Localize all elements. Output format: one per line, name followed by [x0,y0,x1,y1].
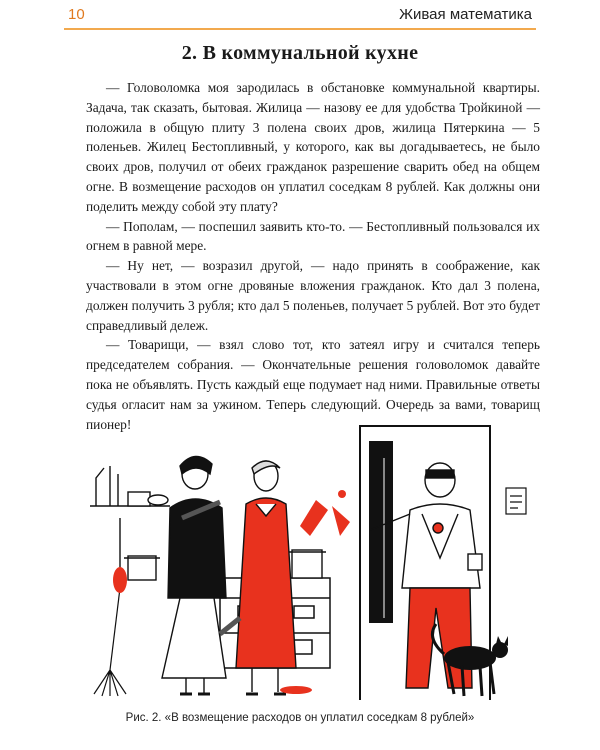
chapter-title: 2. В коммунальной кухне [181,42,419,64]
book-title: Живая математика [399,6,532,23]
red-ladle [113,518,127,593]
paragraph: — Ну нет, — возразил другой, — надо принять в соображение, как участвовали в этом огне дровяные вложения гражданок. Кто дал 3 полена, должен получить 3 рубля; кто дал 5 поленьев, получает 5 рублей. Вот это будет справедливый дележ. [86,258,540,333]
woman-in-jacket [162,456,226,694]
paragraph: — Головоломка моя зародилась в обстановке коммунальной квартиры. Задача, так сказать, бытовая. Жилица — назову ее для удобства Тройкиной — положила в общую плиту 3 полена своих дров, жилица Пятеркина — 5 поленьев. Жилец Бестопливный, у которого, как вы догадываетесь, не было своих дров, получил от обеих гражданок разрешение сварить обед на общем огне. В возмещение расходов он уплатил соседкам 8 рублей. Как должны они поделить между собой эту плату? [86,80,540,214]
chapter-body [86,78,540,434]
dish-shelf [90,466,170,506]
floor-puddle [280,686,312,694]
paragraph: — Товарищи, — взял слово тот, кто затеял игру и считался теперь председателем собрания. — Окончательные решения головоломок давайте пока не объявлять. Пусть каждый еще подумает над ними. Правильные ответы судья огласит нам за ужином. Теперь следующий. Очередь за вами, товарищ пионер! [86,337,540,432]
paragraph: — Пополам, — поспешил заявить кто-то. — Бестопливный пользовался их огнем в равной мере. [86,218,540,254]
red-splash [300,490,350,536]
running-head [0,0,600,26]
page-number: 10 [68,6,85,23]
kitchen-illustration [70,418,540,700]
broom [94,588,126,696]
figure-caption: Рис. 2. «В возмещение расходов он уплатил соседкам 8 рублей» [125,712,475,724]
wall-calendar [506,488,526,514]
header-rule [64,28,536,30]
